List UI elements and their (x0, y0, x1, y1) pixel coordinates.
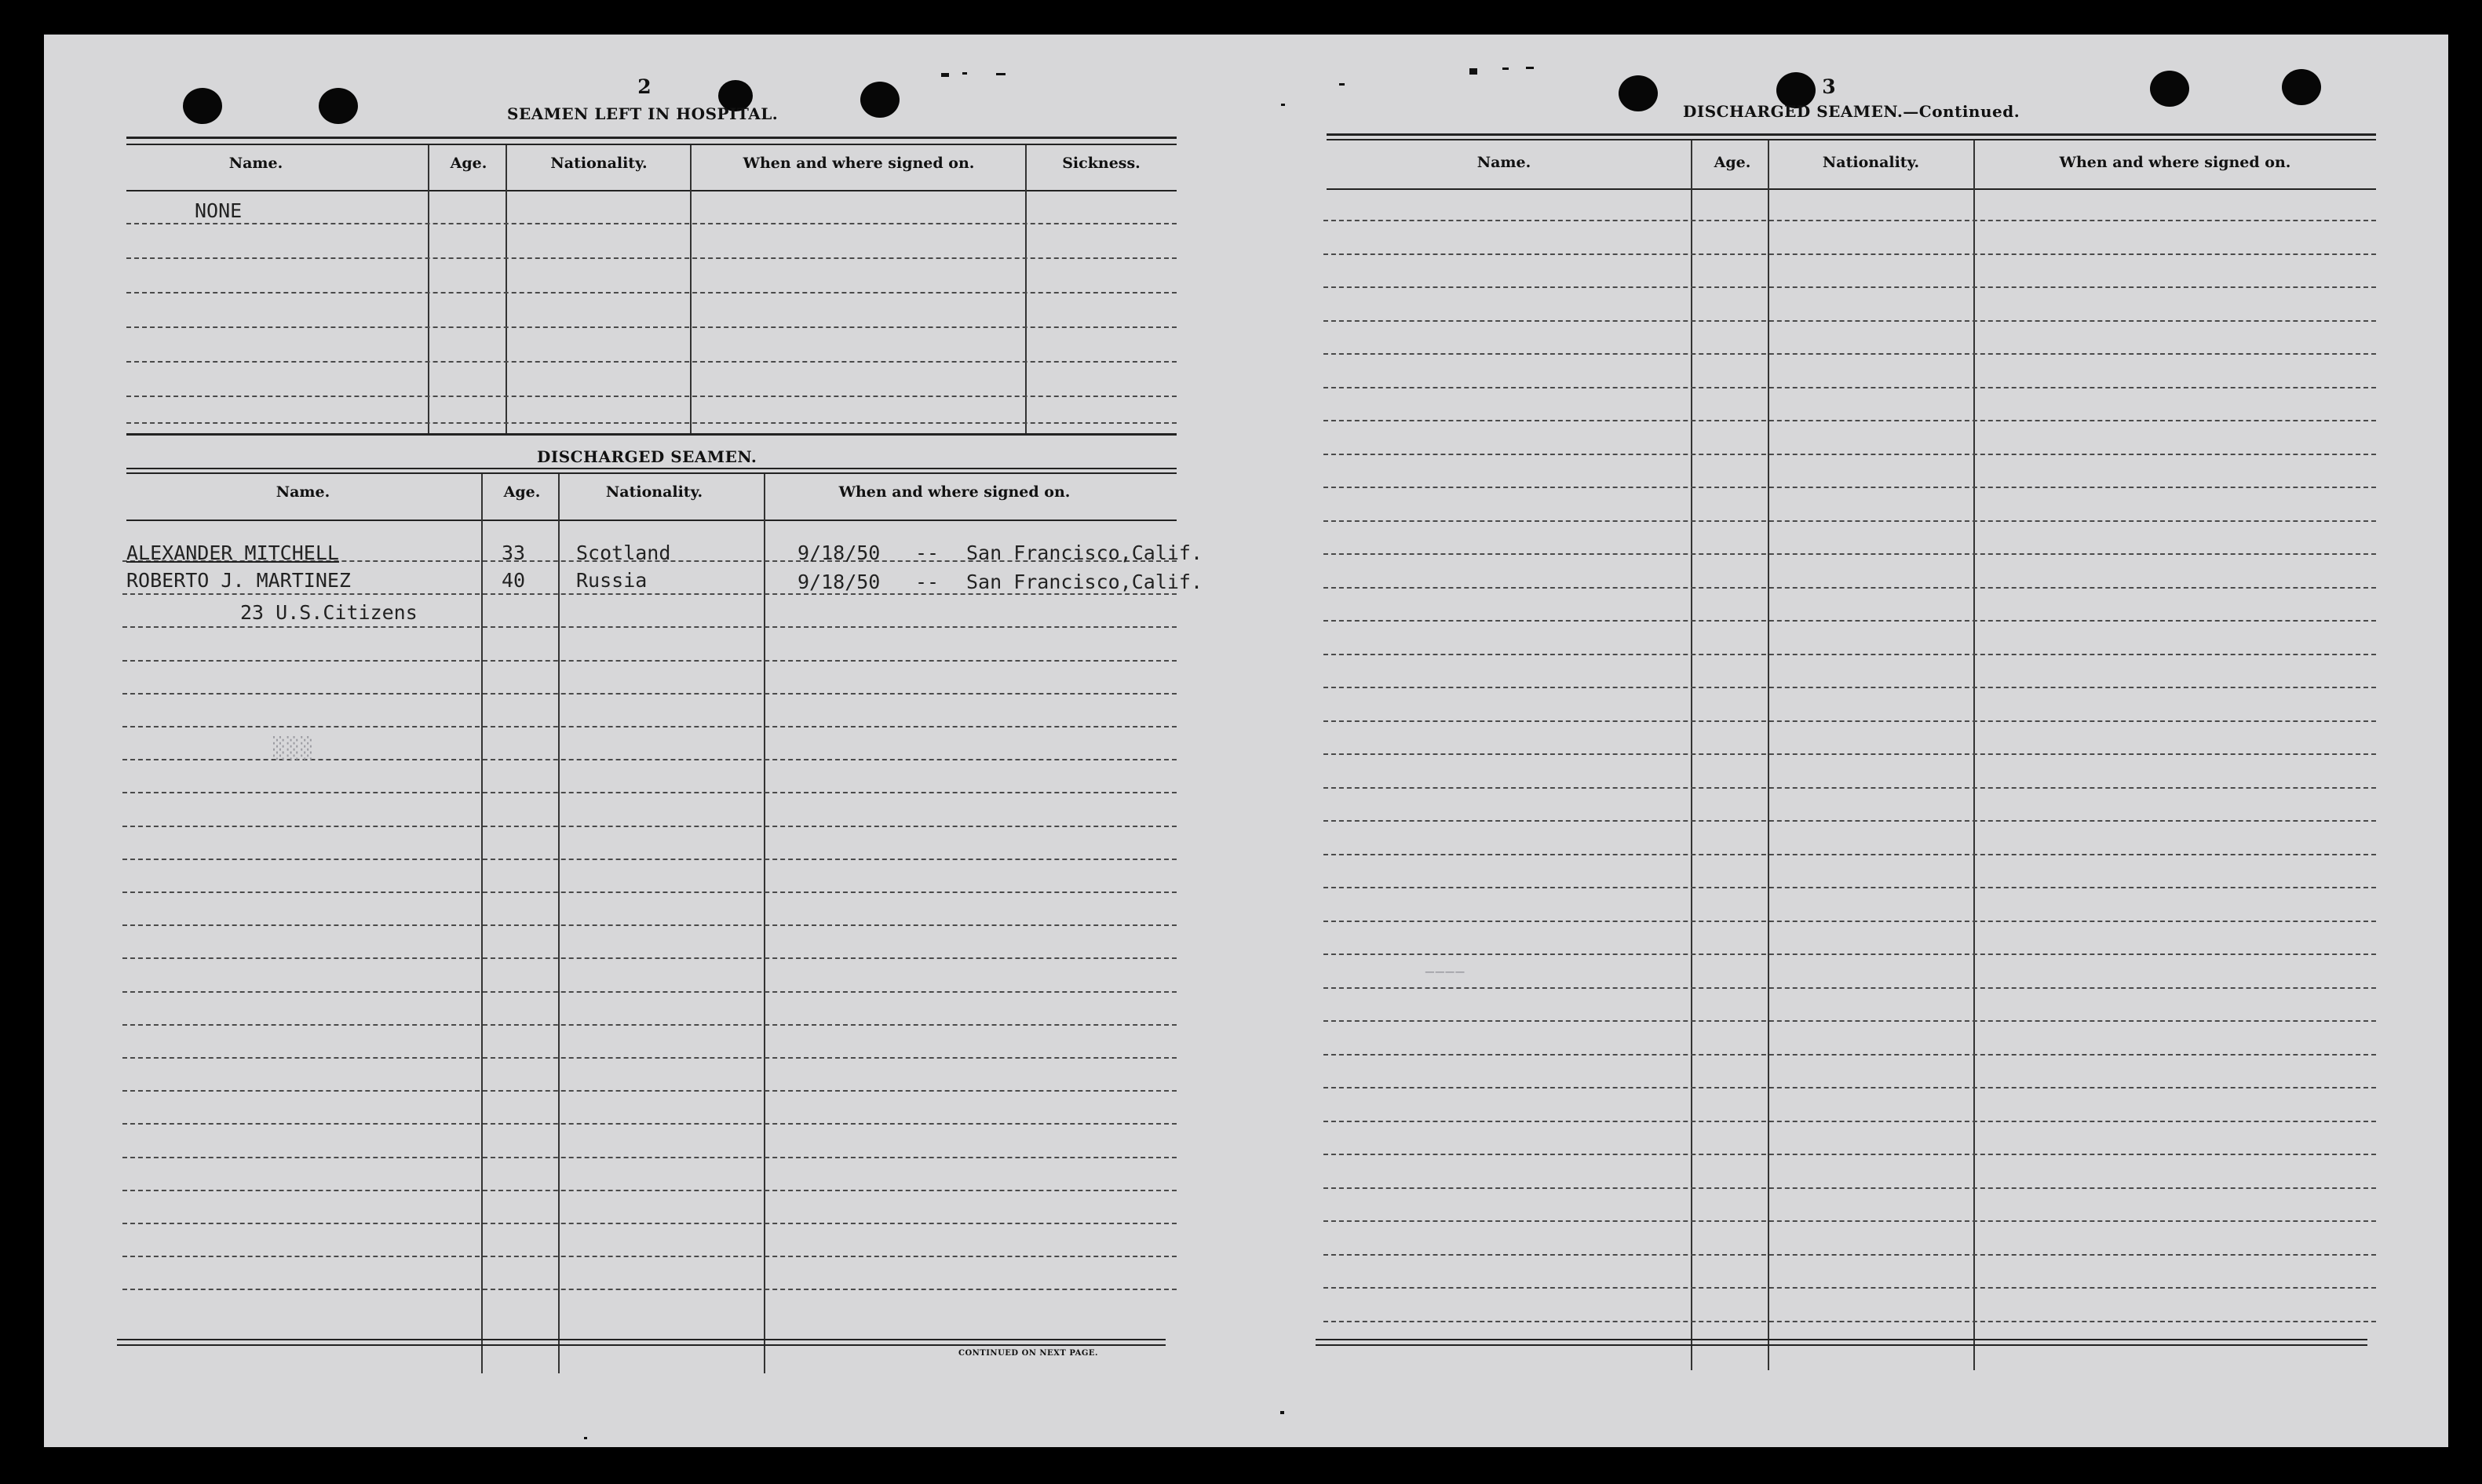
column-header-signed-on: When and where signed on. (2059, 154, 2291, 171)
ruled-line (1323, 220, 2376, 221)
column-divider (428, 145, 429, 436)
ruled-line (1323, 1187, 2376, 1189)
ink-speck (1280, 1411, 1284, 1414)
ruled-line (1323, 420, 2376, 421)
page-number: 3 (1822, 75, 1836, 98)
ruled-line (1323, 654, 2376, 655)
header-rule (1327, 139, 2376, 140)
ruled-line (126, 422, 1177, 424)
document-sheet (44, 35, 2448, 1447)
ruled-line (1323, 887, 2376, 888)
date-place-separator: -- (915, 541, 940, 564)
section-rule (126, 472, 1177, 474)
ruled-line (1323, 487, 2376, 488)
ruled-line (1323, 1287, 2376, 1289)
ruled-line (126, 361, 1177, 363)
ruled-line (1323, 620, 2376, 622)
ruled-line (1323, 1254, 2376, 1256)
faint-stamp-mark: ──── (1425, 964, 1466, 981)
continued-footer: CONTINUED ON NEXT PAGE. (958, 1349, 1099, 1358)
ruled-line (122, 1256, 1177, 1257)
ruled-line (126, 257, 1177, 259)
ink-speck (1469, 68, 1477, 75)
ruled-line (122, 1223, 1177, 1224)
ruled-line (122, 891, 1177, 893)
ink-speck (962, 72, 967, 75)
ruled-line (122, 1190, 1177, 1191)
ruled-line (1323, 253, 2376, 255)
header-rule (126, 144, 1177, 145)
column-header-nationality: Nationality. (605, 483, 703, 501)
column-divider (506, 145, 507, 436)
punch-hole (319, 88, 358, 124)
signed-on-place: San Francisco,Calif. (966, 541, 1203, 564)
ruled-line (122, 1157, 1177, 1158)
discharged-continued-title: DISCHARGED SEAMEN.—Continued. (1683, 102, 2020, 121)
ruled-line (122, 859, 1177, 860)
ink-speck (1502, 67, 1509, 70)
ink-speck (1281, 104, 1285, 106)
ruled-line (122, 693, 1177, 695)
ruled-line (122, 826, 1177, 827)
ruled-line (1323, 1054, 2376, 1056)
column-header-signed-on: When and where signed on. (838, 483, 1071, 501)
column-header-name: Name. (228, 155, 283, 172)
signed-on-date: 9/18/50 (798, 541, 881, 564)
column-divider (1691, 140, 1692, 1370)
ruled-line (1323, 286, 2376, 288)
bottom-rule (117, 1339, 1166, 1340)
ruled-line (1323, 753, 2376, 755)
header-bottom-rule (1327, 188, 2376, 190)
column-header-signed-on: When and where signed on. (743, 155, 975, 172)
seaman-nationality: Russia (576, 569, 648, 592)
ink-speck (941, 73, 949, 77)
seaman-name: ALEXANDER MITCHELL (126, 541, 339, 564)
ruled-line (1323, 953, 2376, 955)
ruled-line (1323, 1220, 2376, 1222)
ruled-line (122, 660, 1177, 662)
ruled-line (122, 792, 1177, 793)
ruled-line (1323, 387, 2376, 388)
ruled-line (126, 396, 1177, 397)
column-divider (1768, 140, 1769, 1370)
column-divider (1973, 140, 1975, 1370)
ruled-line (1323, 1121, 2376, 1122)
section-rule (126, 468, 1177, 469)
ruled-line (1323, 353, 2376, 355)
punch-hole (860, 82, 900, 118)
ruled-line (1323, 921, 2376, 922)
ruled-line (1323, 553, 2376, 555)
ruled-line (122, 1090, 1177, 1092)
ink-speck (996, 73, 1006, 75)
ruled-line (1323, 320, 2376, 322)
column-divider (690, 145, 692, 436)
ruled-line (1323, 854, 2376, 855)
header-bottom-rule (126, 520, 1177, 521)
seaman-name: ROBERTO J. MARTINEZ (126, 569, 351, 592)
ruled-line (122, 1289, 1177, 1290)
ruled-line (1323, 687, 2376, 688)
punch-hole (183, 88, 222, 124)
bottom-rule (117, 1344, 1166, 1346)
punch-hole (2150, 71, 2189, 107)
ruled-line (122, 991, 1177, 993)
ruled-line (126, 223, 1177, 224)
section-rule (126, 433, 1177, 436)
column-header-age: Age. (503, 483, 541, 501)
column-divider (764, 474, 765, 1373)
column-header-name: Name. (276, 483, 330, 501)
seaman-nationality: Scotland (576, 541, 671, 564)
bottom-rule (1316, 1339, 2367, 1340)
signed-on-date: 9/18/50 (798, 571, 881, 593)
column-header-age: Age. (450, 155, 487, 172)
punch-hole (2282, 69, 2321, 105)
ruled-line (126, 292, 1177, 294)
ruled-line (1323, 1321, 2376, 1322)
seaman-age: 40 (502, 569, 526, 592)
ruled-line (1323, 987, 2376, 989)
ruled-line (122, 1057, 1177, 1059)
column-header-age: Age. (1714, 154, 1751, 171)
column-header-name: Name. (1476, 154, 1531, 171)
ruled-line (1323, 787, 2376, 789)
signed-on-place: San Francisco,Calif. (966, 571, 1203, 593)
ruled-line (122, 593, 1177, 595)
ruled-line (122, 924, 1177, 926)
hospital-section-title: SEAMEN LEFT IN HOSPITAL. (507, 104, 779, 123)
ruled-line (1323, 820, 2376, 822)
header-rule (1327, 133, 2376, 136)
date-place-separator: -- (915, 571, 940, 593)
ruled-line (122, 726, 1177, 727)
ruled-line (1323, 1020, 2376, 1022)
hospital-entry-none: NONE (195, 199, 243, 222)
column-divider (481, 474, 483, 1373)
citizens-note: 23 U.S.Citizens (240, 601, 418, 624)
ruled-line (1323, 520, 2376, 522)
ink-speck (584, 1437, 587, 1439)
ruled-line (1323, 720, 2376, 722)
ink-speck (1526, 67, 1534, 69)
ruled-line (122, 626, 1177, 628)
discharged-section-title: DISCHARGED SEAMEN. (537, 447, 757, 466)
bottom-rule (1316, 1344, 2367, 1346)
punch-hole (1619, 75, 1658, 111)
ruled-line (122, 1123, 1177, 1125)
column-header-sickness: Sickness. (1062, 155, 1141, 172)
ruled-line (1323, 454, 2376, 455)
column-header-nationality: Nationality. (1822, 154, 1920, 171)
ruled-line (126, 326, 1177, 328)
seaman-age: 33 (502, 541, 526, 564)
column-header-nationality: Nationality. (550, 155, 648, 172)
column-divider (1025, 145, 1027, 436)
ruled-line (1323, 1154, 2376, 1155)
ruled-line (1323, 587, 2376, 589)
header-rule (126, 137, 1177, 139)
faint-stamp-mark: ░░░ (273, 737, 315, 760)
column-divider (558, 474, 560, 1373)
header-bottom-rule (126, 190, 1177, 191)
ruled-line (122, 957, 1177, 959)
ink-speck (1339, 83, 1345, 86)
ruled-line (122, 1024, 1177, 1026)
page-number: 2 (637, 75, 652, 98)
ruled-line (1323, 1087, 2376, 1088)
